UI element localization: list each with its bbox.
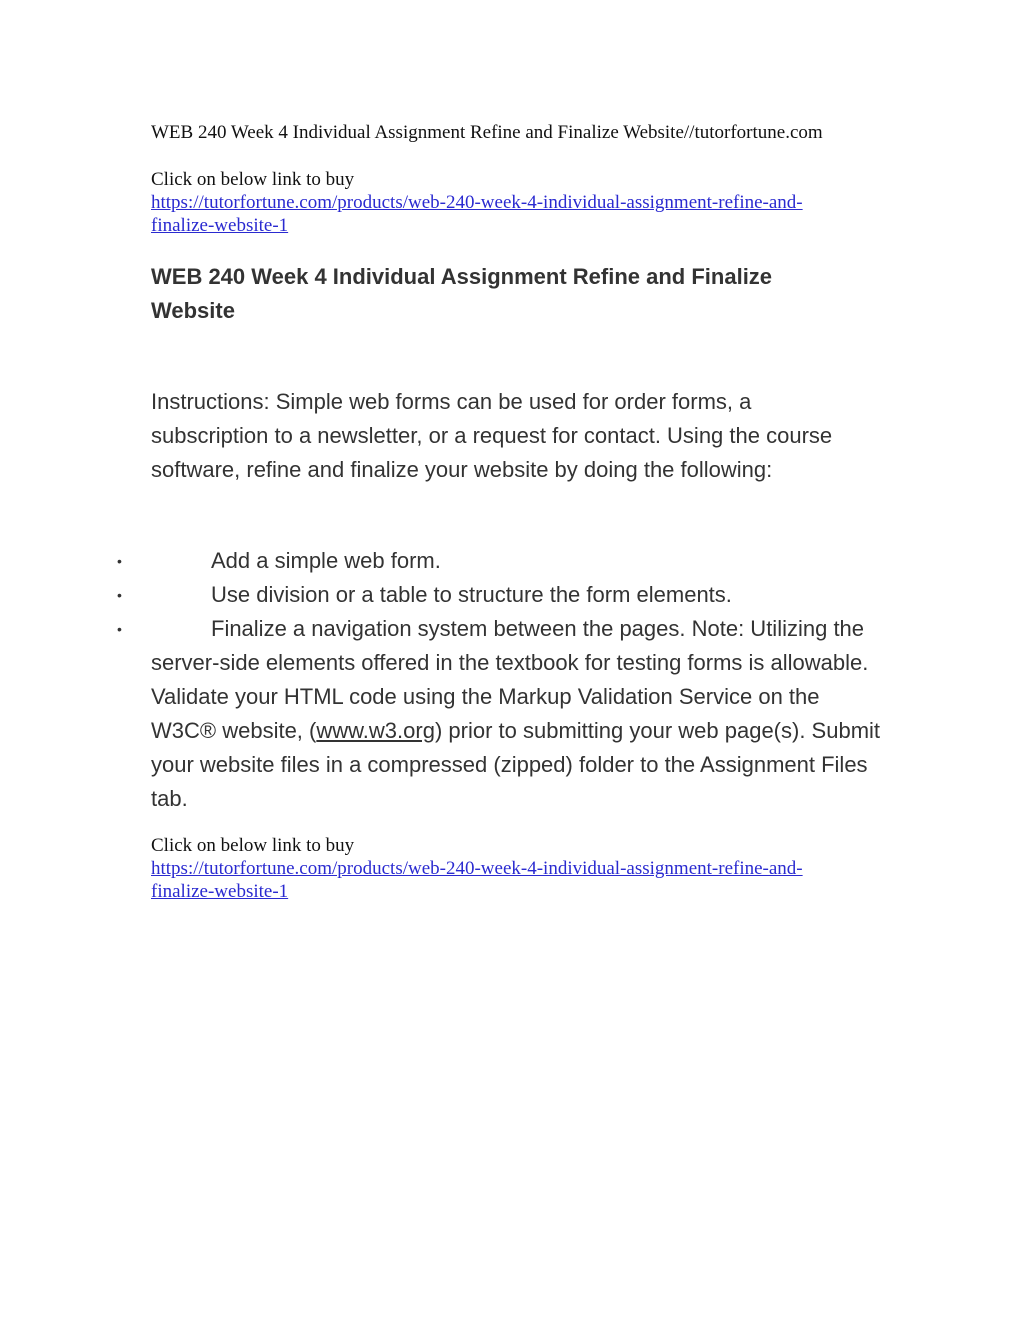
buy-link-line-1: https://tutorfortune.com/products/web-240-week-4-individual-assignment-refine-and- (151, 858, 803, 879)
buy-label: Click on below link to buy (151, 169, 355, 190)
buy-label: Click on below link to buy (151, 835, 355, 856)
buy-link-line-2: finalize-website-1 (151, 881, 289, 902)
buy-link-line-1: https://tutorfortune.com/products/web-240-week-4-individual-assignment-refine-and- (151, 192, 803, 213)
list-item-text-after-link: ) prior to submitting your web page(s). Submit your website files in a compressed (zipped) folder to the Assignment Files tab. (151, 718, 881, 811)
bullet-icon: • (117, 587, 122, 603)
assignment-heading: WEB 240 Week 4 Individual Assignment Refine and Finalize Website (151, 264, 773, 323)
document-title-line: WEB 240 Week 4 Individual Assignment Refine and Finalize Website//tutorfortune.com (151, 122, 823, 143)
bullet-icon: • (117, 621, 122, 637)
list-item (110, 544, 890, 578)
list-item-text-before-link: Finalize a navigation system between the pages. Note: Utilizing the server-side elements offered in the textbook for testing forms is allowable. Validate your HTML code using the Markup Validation Service on the W3C® website, ( (151, 616, 869, 743)
buy-block-bottom (151, 834, 871, 903)
w3-link[interactable]: www.w3.org (316, 718, 435, 743)
instructions-paragraph: Instructions: Simple web forms can be used for order forms, a subscription to a newsletter, or a request for contact. Using the course software, refine and finalize your website by doing the following: (151, 389, 833, 482)
buy-link-line-2: finalize-website-1 (151, 215, 289, 236)
list-item-text: Use division or a table to structure the form elements. (211, 582, 732, 607)
list-item-text: Add a simple web form. (211, 548, 441, 573)
requirements-list (110, 544, 890, 816)
buy-link[interactable] (151, 191, 871, 237)
list-item (110, 612, 890, 816)
bullet-icon: • (117, 553, 122, 569)
buy-link[interactable] (151, 857, 871, 903)
buy-block-top (151, 168, 871, 237)
list-item (110, 578, 890, 612)
